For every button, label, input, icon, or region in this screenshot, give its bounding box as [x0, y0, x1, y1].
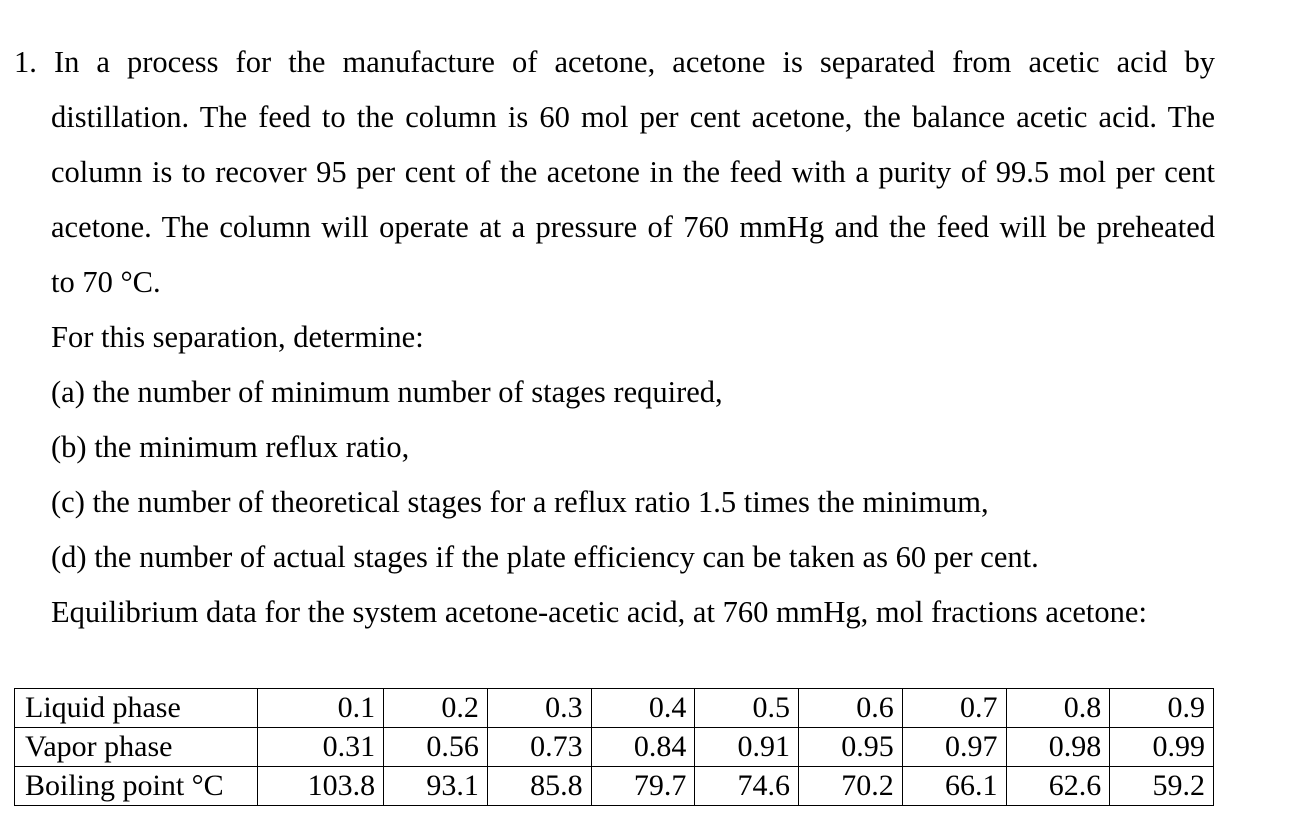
table-cell: 0.97: [902, 728, 1006, 767]
table-cell: 0.56: [384, 728, 488, 767]
row-label-boiling: Boiling point °C: [15, 767, 258, 806]
part-d: (d) the number of actual stages if the plate efficiency can be taken as 60 per cent.: [51, 540, 1039, 574]
table-cell: 103.8: [258, 767, 384, 806]
table-cell: 62.6: [1006, 767, 1110, 806]
problem-line-3: column is to recover 95 per cent of the acetone in the feed with a purity of 99.5 mol per cent: [51, 155, 1215, 189]
table-cell: 85.8: [487, 767, 591, 806]
table-row-boiling: [15, 767, 1214, 806]
table-cell: 0.7: [902, 689, 1006, 728]
table-cell: 0.2: [384, 689, 488, 728]
table-cell: 74.6: [695, 767, 799, 806]
table-cell: 0.99: [1110, 728, 1214, 767]
table-cell: 66.1: [902, 767, 1006, 806]
problem-line-5: to 70 °C.: [51, 265, 161, 299]
row-label-vapor: Vapor phase: [15, 728, 258, 767]
table-cell: 0.6: [799, 689, 903, 728]
table-cell: 79.7: [591, 767, 695, 806]
problem-line-1: 1. In a process for the manufacture of acetone, acetone is separated from acetic acid by: [14, 45, 1215, 79]
table-cell: 0.84: [591, 728, 695, 767]
table-cell: 0.1: [258, 689, 384, 728]
problem-line-2: distillation. The feed to the column is 60 mol per cent acetone, the balance acetic acid. The: [51, 100, 1215, 134]
table-cell: 0.9: [1110, 689, 1214, 728]
table-cell: 0.98: [1006, 728, 1110, 767]
table-cell: 0.91: [695, 728, 799, 767]
part-b: (b) the minimum reflux ratio,: [51, 430, 410, 464]
part-c: (c) the number of theoretical stages for a reflux ratio 1.5 times the minimum,: [51, 485, 989, 519]
table-cell: 70.2: [799, 767, 903, 806]
table-cell: 59.2: [1110, 767, 1214, 806]
part-a: (a) the number of minimum number of stages required,: [51, 375, 723, 409]
table-cell: 0.31: [258, 728, 384, 767]
table-cell: 0.95: [799, 728, 903, 767]
table-cell: 0.5: [695, 689, 799, 728]
table-caption: Equilibrium data for the system acetone-acetic acid, at 760 mmHg, mol fractions acetone:: [51, 595, 1147, 629]
determine-intro: For this separation, determine:: [51, 320, 424, 354]
row-label-liquid: Liquid phase: [15, 689, 258, 728]
problem-line-4: acetone. The column will operate at a pressure of 760 mmHg and the feed will be preheated: [51, 210, 1215, 244]
table-cell: 93.1: [384, 767, 488, 806]
table-row-vapor: [15, 728, 1214, 767]
table-cell: 0.8: [1006, 689, 1110, 728]
table-cell: 0.3: [487, 689, 591, 728]
table-row-liquid: [15, 689, 1214, 728]
equilibrium-table: [14, 688, 1214, 806]
table-cell: 0.73: [487, 728, 591, 767]
table-cell: 0.4: [591, 689, 695, 728]
